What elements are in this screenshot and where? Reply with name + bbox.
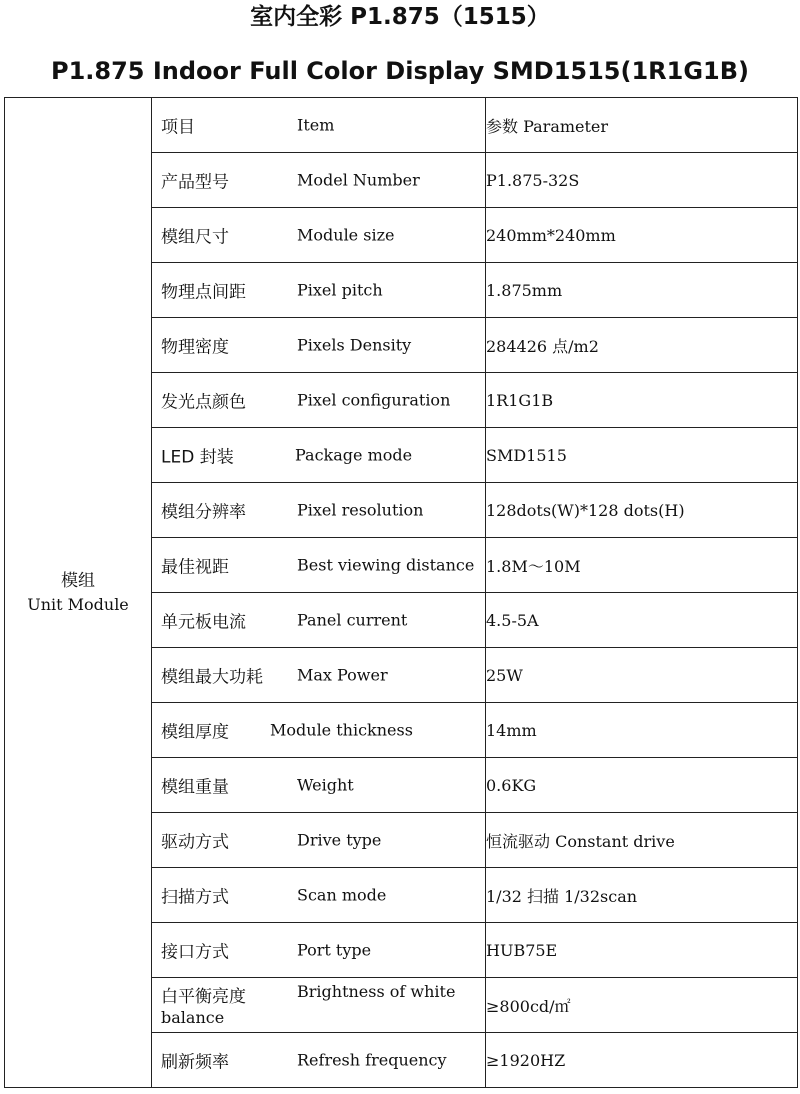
row-label-chinese: 刷新频率 [161, 1052, 229, 1073]
table-header-row [5, 98, 798, 153]
row-item-cell [152, 263, 486, 318]
row-value: 128dots(W)*128 dots(H) [486, 483, 798, 538]
row-value: 1.8M～10M [486, 538, 798, 593]
section-cell-unit-module [5, 98, 152, 1088]
row-label-chinese: 模组厚度 [161, 722, 229, 743]
row-label-chinese: 发光点颜色 [161, 392, 246, 413]
row-value: ≥1920HZ [486, 1033, 798, 1088]
row-label-english: Pixel configuration [297, 390, 451, 410]
header-item-cell [152, 98, 486, 153]
row-label-english: Module size [297, 225, 395, 245]
header-item-chinese: 项目 [161, 117, 195, 138]
row-label-english: Max Power [297, 665, 388, 685]
row-value: P1.875-32S [486, 153, 798, 208]
row-value: 1.875mm [486, 263, 798, 318]
page-title-chinese: 室内全彩 P1.875（1515） [250, 4, 550, 30]
section-label-english: Unit Module [27, 594, 129, 614]
row-label-chinese: 模组最大功耗 [161, 667, 263, 688]
row-item-cell [152, 373, 486, 428]
row-label-chinese: 扫描方式 [161, 887, 229, 908]
row-label-chinese: 接口方式 [161, 942, 229, 963]
row-label-english: Pixels Density [297, 335, 412, 355]
row-item-cell [152, 868, 486, 923]
row-label-english: Pixel resolution [297, 500, 424, 520]
row-label-chinese: LED 封装 [161, 447, 234, 468]
row-label-chinese: 单元板电流 [161, 612, 246, 633]
section-label-chinese: 模组 [61, 570, 95, 591]
row-label-chinese-continuation: balance [161, 1008, 225, 1027]
header-parameter-cell: 参数 Parameter [486, 98, 798, 153]
row-value: ≥800cd/㎡ [486, 978, 798, 1033]
row-value: 4.5-5A [486, 593, 798, 648]
row-item-cell [152, 208, 486, 263]
row-label-chinese: 模组分辨率 [161, 502, 246, 523]
spec-table [4, 97, 798, 1088]
row-label-english: Pixel pitch [297, 280, 383, 300]
row-value: 25W [486, 648, 798, 703]
row-item-cell [152, 1033, 486, 1088]
row-value: 284426 点/m2 [486, 318, 798, 373]
header-item-english: Item [297, 115, 335, 135]
row-label-chinese: 物理点间距 [161, 282, 246, 303]
row-label-english: Model Number [297, 170, 420, 190]
row-value: 1/32 扫描 1/32scan [486, 868, 798, 923]
row-label-chinese: 模组重量 [161, 777, 229, 798]
row-value: HUB75E [486, 923, 798, 978]
page-title-english: P1.875 Indoor Full Color Display SMD1515(1R1G1B) [50, 57, 749, 85]
row-item-cell [152, 483, 486, 538]
row-value: 0.6KG [486, 758, 798, 813]
row-label-english: Module thickness [270, 720, 413, 740]
row-item-cell [152, 538, 486, 593]
row-item-cell [152, 813, 486, 868]
row-value: SMD1515 [486, 428, 798, 483]
row-item-cell [152, 428, 486, 483]
row-label-english: Package mode [295, 445, 413, 465]
row-label-english: Refresh frequency [297, 1050, 447, 1070]
row-label-chinese: 物理密度 [161, 337, 229, 358]
row-item-cell [152, 758, 486, 813]
row-item-cell [152, 978, 486, 1033]
row-label-chinese: 产品型号 [161, 172, 229, 193]
row-value: 240mm*240mm [486, 208, 798, 263]
row-label-english: Panel current [297, 610, 408, 630]
row-label-english: Port type [297, 940, 372, 960]
row-item-cell [152, 593, 486, 648]
row-label-chinese: 最佳视距 [161, 557, 229, 578]
row-label-english: Best viewing distance [297, 555, 475, 575]
row-item-cell [152, 648, 486, 703]
row-label-chinese: 白平衡亮度 [161, 987, 246, 1007]
row-label-english: Brightness of white [297, 982, 456, 1001]
row-label-chinese: 驱动方式 [161, 832, 229, 853]
row-item-cell [152, 923, 486, 978]
row-label-english: Scan mode [297, 885, 387, 905]
row-value: 14mm [486, 703, 798, 758]
row-label-chinese: 模组尺寸 [161, 227, 229, 248]
row-label-english: Weight [297, 775, 354, 795]
row-item-cell [152, 703, 486, 758]
row-value: 1R1G1B [486, 373, 798, 428]
row-value: 恒流驱动 Constant drive [486, 813, 798, 868]
row-item-cell [152, 153, 486, 208]
row-label-english: Drive type [297, 830, 382, 850]
row-item-cell [152, 318, 486, 373]
